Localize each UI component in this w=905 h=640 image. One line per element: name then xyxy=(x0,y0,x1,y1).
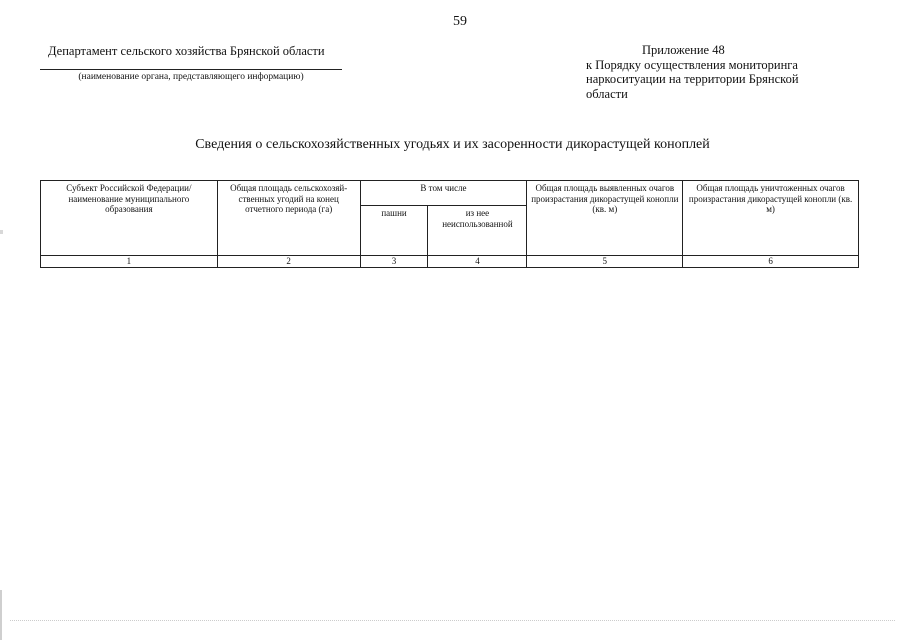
header-arable: пашни xyxy=(360,206,428,256)
org-underline xyxy=(40,69,342,70)
org-name: Департамент сельского хозяйства Брянской области xyxy=(48,44,325,58)
header-including: В том числе xyxy=(360,181,527,206)
document-title: Сведения о сельскохозяйственных угодьях и их засоренности дикорастущей коноплей xyxy=(195,137,710,152)
column-number: 3 xyxy=(360,256,428,268)
table-header-row xyxy=(41,181,859,206)
header-destroyed-area: Общая площадь уничтоженных очагов произрастания дикорастущей конопли (кв. м) xyxy=(683,181,859,256)
header-unused: из нее неиспользованной xyxy=(428,206,527,256)
column-number: 1 xyxy=(41,256,218,268)
header-detected-area: Общая площадь выявленных очагов произрастания дикорастущей конопли (кв. м) xyxy=(527,181,683,256)
annex-line: наркоситуации на территории Брянской xyxy=(586,72,799,86)
column-number: 4 xyxy=(428,256,527,268)
header-subject: Субъект Российской Федерации/ наименование муниципального образования xyxy=(41,181,218,256)
report-table xyxy=(40,180,859,268)
column-number: 5 xyxy=(527,256,683,268)
annex-line: области xyxy=(586,86,628,101)
page-number: 59 xyxy=(453,14,467,29)
column-number: 6 xyxy=(683,256,859,268)
annex-title: Приложение 48 xyxy=(642,43,725,57)
scan-edge xyxy=(0,590,2,640)
scan-noise xyxy=(10,620,895,622)
annex-line: к Порядку осуществления мониторинга xyxy=(586,57,798,72)
annex-block xyxy=(586,43,826,101)
column-number: 2 xyxy=(217,256,360,268)
table-column-numbers-row xyxy=(41,256,859,268)
org-caption: (наименование органа, представляющего информацию) xyxy=(78,72,304,82)
scan-artifact xyxy=(0,230,3,234)
org-block xyxy=(40,44,342,82)
header-total-area: Общая площадь сельскохозяй-ственных угодий на конец отчетного периода (га) xyxy=(217,181,360,256)
